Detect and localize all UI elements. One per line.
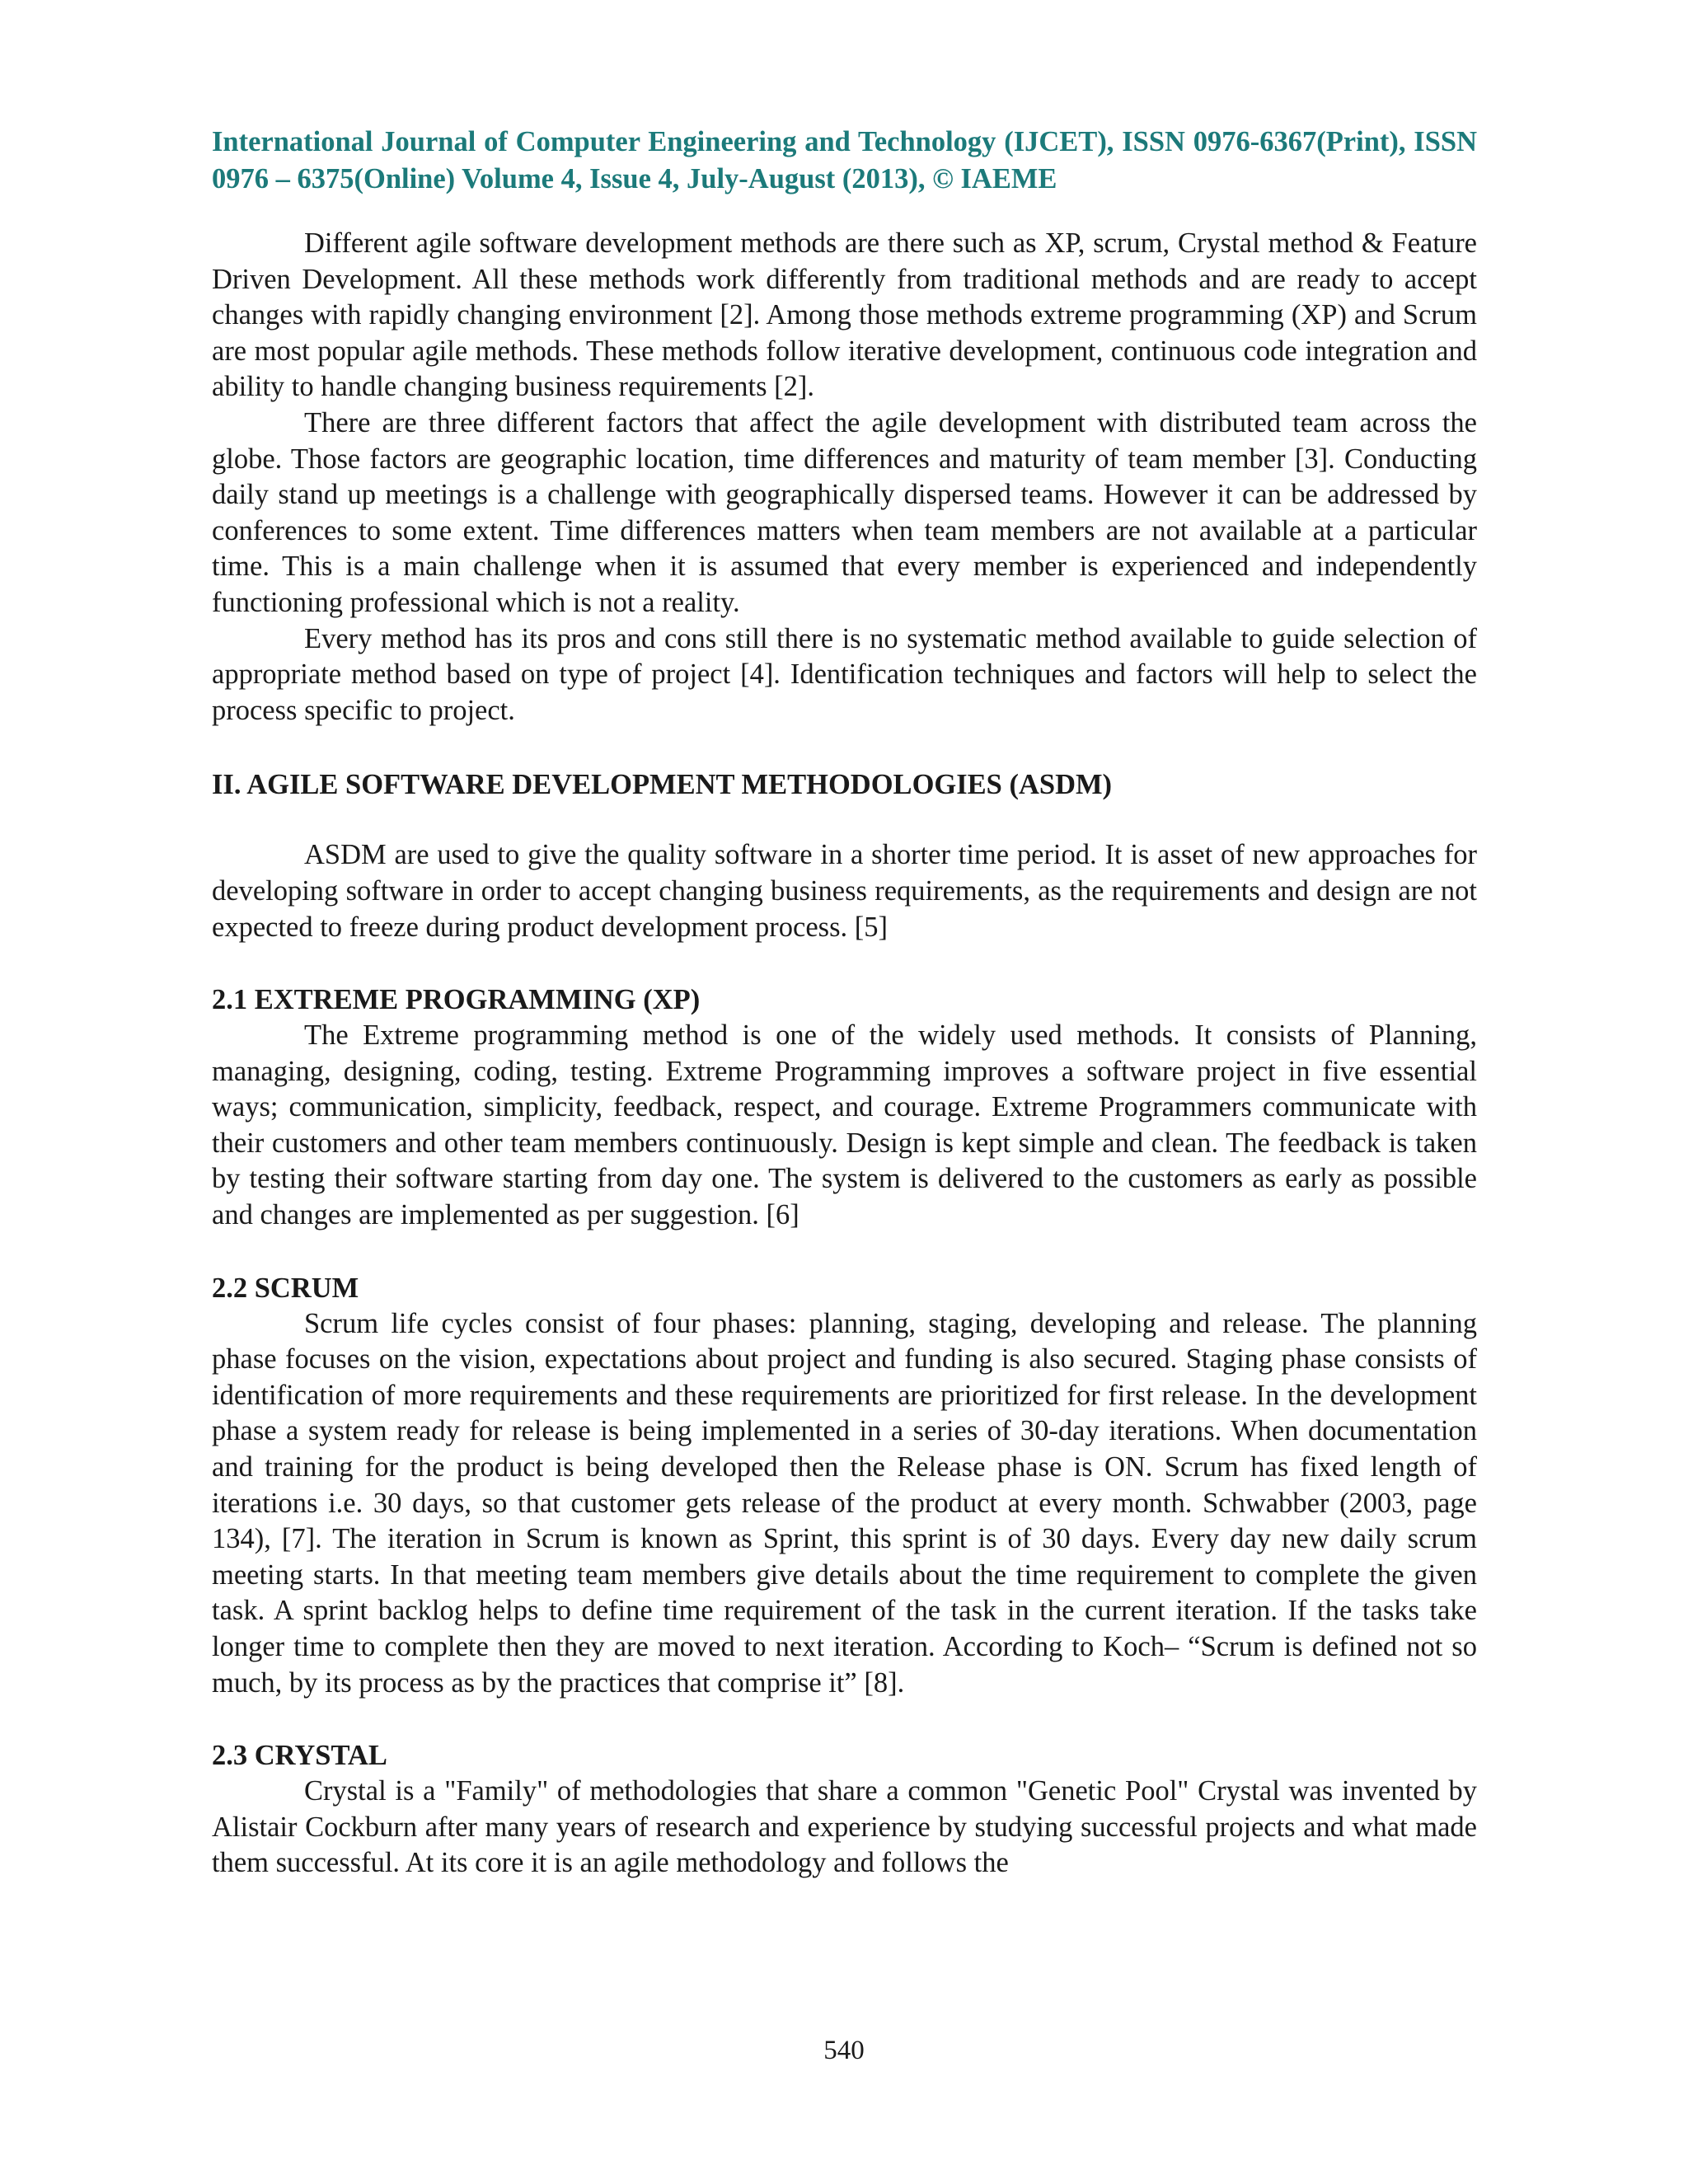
crystal-paragraph: Crystal is a "Family" of methodologies that share a common "Genetic Pool" Crystal was invented by Alistair Cockburn after many years of research and experience by studying successful projects and what made them successful. At its core it is an agile methodology and follows the [212,1775,1477,1879]
intro-paragraph-3: Every method has its pros and cons still there is no systematic method available to guide selection of appropriate method based on type of project [4]. Identification techniques and factors will help to select the process specific to project. [212,622,1477,726]
scrum-paragraph: Scrum life cycles consist of four phases: planning, staging, developing and release. The planning phase focuses on the vision, expectations about project and funding is also secured. Staging phase consists of identification of more requirements and these requirements are prioritized for first release. In the development phase a system ready for release is being implemented in a series of 30-day iterations. When documentation and training for the product is being developed then the Release phase is ON. Scrum has fixed length of iterations i.e. 30 days, so that customer gets release of the product at every month. Schwabber (2003, page 134), [7]. The iteration in Scrum is known as Sprint, this sprint is of 30 days. Every day new daily scrum meeting starts. In that meeting team members give details about the time requirement to complete the given task. A sprint backlog helps to define time requirement of the task in the current iteration. If the tasks take longer time to complete then they are moved to next iteration. According to Koch– “Scrum is defined not so much, by its process as by the practices that comprise it” [8]. [212,1307,1477,1699]
xp-paragraph: The Extreme programming method is one of the widely used methods. It consists of Planning, managing, designing, coding, testing. Extreme Programming improves a software project in five essential ways; communication, simplicity, feedback, respect, and courage. Extreme Programmers communicate with their customers and other team members continuously. Design is kept simple and clean. The feedback is taken by testing their software starting from day one. The system is delivered to the customers as early as possible and changes are implemented as per suggestion. [6] [212,1019,1477,1231]
journal-header: International Journal of Computer Engineering and Technology (IJCET), ISSN 0976-6367(Print), ISSN 0976 – 6375(Online) Volume 4, Issue 4, July-August (2013), © IAEME [212,126,1477,194]
page-number: 540 [823,2036,865,2065]
subsection-heading-xp: 2.1 EXTREME PROGRAMMING (XP) [212,984,701,1016]
intro-paragraph-2: There are three different factors that affect the agile development with distributed team across the globe. Those factors are geographic location, time differences and maturity of team member [3]. Conducting daily stand up meetings is a challenge with geographically dispersed teams. However it can be addressed by conferences to some extent. Time differences matters when team members are not available at a particular time. This is a main challenge when it is assumed that every member is experienced and independently functioning professional which is not a reality. [212,406,1477,618]
subsection-heading-crystal: 2.3 CRYSTAL [212,1740,387,1772]
subsection-heading-scrum: 2.2 SCRUM [212,1272,359,1304]
page-content [212,124,1477,1882]
asdm-paragraph: ASDM are used to give the quality software in a shorter time period. It is asset of new approaches for developing software in order to accept changing business requirements, as the requirements and design are not expected to freeze during product development process. [5] [212,839,1477,943]
intro-paragraph-1: Different agile software development methods are there such as XP, scrum, Crystal method & Feature Driven Development. All these methods work differently from traditional methods and are ready to accept changes with rapidly changing environment [2]. Among those methods extreme programming (XP) and Scrum are most popular agile methods. These methods follow iterative development, continuous code integration and ability to handle changing business requirements [2]. [212,227,1477,403]
section-heading-asdm: II. AGILE SOFTWARE DEVELOPMENT METHODOLOGIES (ASDM) [212,769,1113,801]
